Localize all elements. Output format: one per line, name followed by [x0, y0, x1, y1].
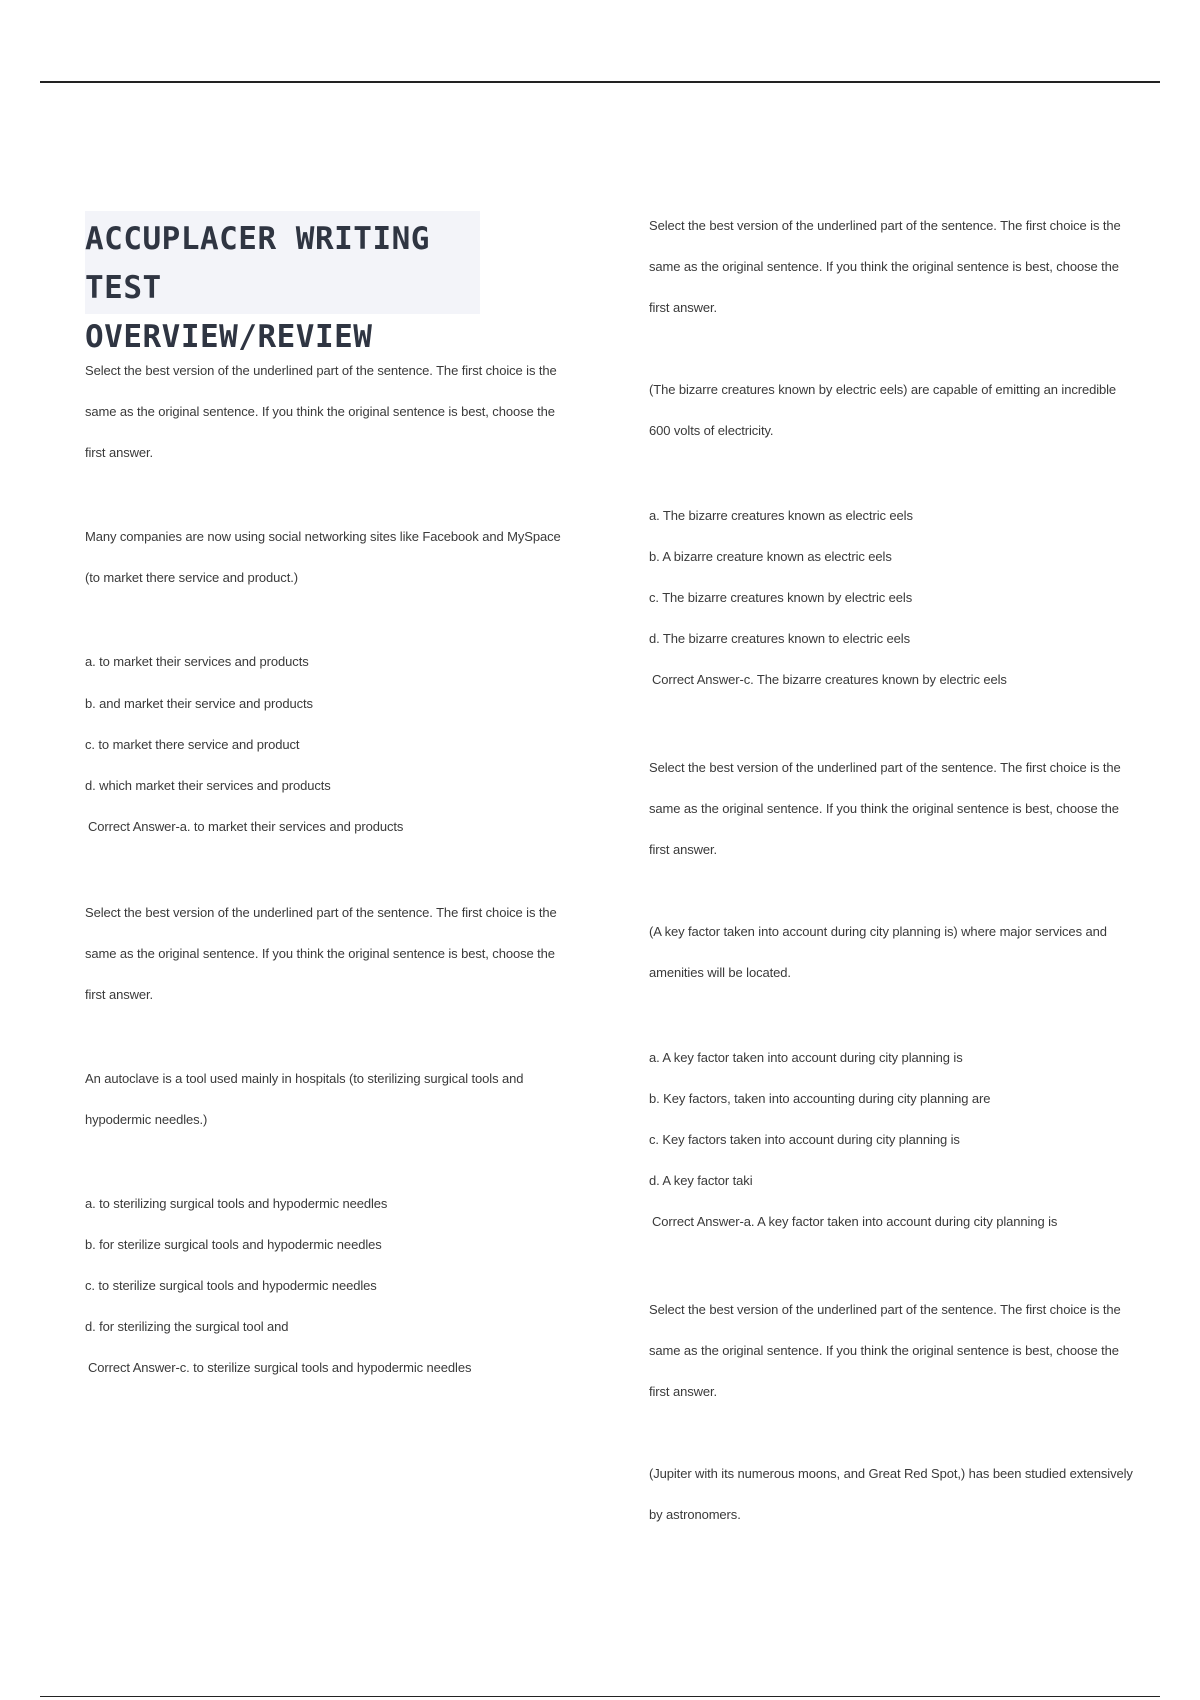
title-line-1: ACCUPLACER WRITING TEST — [85, 221, 430, 306]
q5-instruction-line-3: first answer. — [649, 1384, 718, 1399]
q1-option-b: b. and market their service and products — [85, 696, 313, 711]
q2-correct-answer: Correct Answer-c. to sterilize surgical tools and hypodermic needles — [88, 1360, 472, 1375]
q4-option-c: c. Key factors taken into account during city planning is — [649, 1132, 960, 1147]
q3-correct-answer: Correct Answer-c. The bizarre creatures known by electric eels — [652, 672, 1007, 687]
q5-instruction-line-1: Select the best version of the underlined part of the sentence. The first choice is the — [649, 1302, 1121, 1317]
q1-option-c: c. to market there service and product — [85, 737, 300, 752]
q4-instruction-line-1: Select the best version of the underlined part of the sentence. The first choice is the — [649, 760, 1121, 775]
q2-sentence-line-2: hypodermic needles.) — [85, 1112, 208, 1127]
title-line-2: OVERVIEW/REVIEW — [85, 319, 373, 355]
q4-options — [649, 1037, 1057, 1242]
q3-sentence-line-1: (The bizarre creatures known by electric eels) are capable of emitting an incredible — [649, 382, 1117, 397]
q2-instruction-line-3: first answer. — [85, 987, 154, 1002]
q2-sentence — [85, 1058, 523, 1140]
q1-instruction-line-3: first answer. — [85, 445, 154, 460]
q1-instruction — [85, 350, 557, 473]
q4-option-b: b. Key factors, taken into accounting during city planning are — [649, 1091, 991, 1106]
q4-sentence-line-2: amenities will be located. — [649, 965, 791, 980]
q1-option-a: a. to market their services and products — [85, 654, 309, 669]
footer-rule — [40, 1696, 1160, 1697]
q4-option-d: d. A key factor taki — [649, 1173, 753, 1188]
q3-instruction-line-1: Select the best version of the underlined part of the sentence. The first choice is the — [649, 218, 1121, 233]
q2-options — [85, 1183, 471, 1388]
title-box — [85, 211, 480, 355]
q5-instruction — [649, 1289, 1121, 1412]
q1-option-d: d. which market their services and products — [85, 778, 331, 793]
document-title — [85, 211, 480, 362]
q4-instruction-line-3: first answer. — [649, 842, 718, 857]
q3-sentence-line-2: 600 volts of electricity. — [649, 423, 774, 438]
q3-instruction-line-2: same as the original sentence. If you think the original sentence is best, choose the — [649, 259, 1119, 274]
q4-instruction — [649, 747, 1121, 870]
q2-sentence-line-1: An autoclave is a tool used mainly in hospitals (to sterilizing surgical tools and — [85, 1071, 524, 1086]
q3-option-a: a. The bizarre creatures known as electric eels — [649, 508, 913, 523]
q1-instruction-line-1: Select the best version of the underlined part of the sentence. The first choice is the — [85, 363, 557, 378]
q3-sentence — [649, 369, 1116, 451]
q1-sentence — [85, 516, 561, 598]
q2-option-d: d. for sterilizing the surgical tool and — [85, 1319, 289, 1334]
q5-sentence-line-1: (Jupiter with its numerous moons, and Great Red Spot,) has been studied extensively — [649, 1466, 1133, 1481]
q2-option-a: a. to sterilizing surgical tools and hypodermic needles — [85, 1196, 388, 1211]
q3-option-b: b. A bizarre creature known as electric eels — [649, 549, 892, 564]
q5-sentence-line-2: by astronomers. — [649, 1507, 741, 1522]
q1-instruction-line-2: same as the original sentence. If you think the original sentence is best, choose the — [85, 404, 555, 419]
q1-options — [85, 641, 403, 847]
q3-instruction-line-3: first answer. — [649, 300, 718, 315]
q1-sentence-line-1: Many companies are now using social networking sites like Facebook and MySpace — [85, 529, 561, 544]
q4-sentence-line-1: (A key factor taken into account during city planning is) where major services and — [649, 924, 1107, 939]
q3-instruction — [649, 205, 1121, 328]
q2-instruction-line-2: same as the original sentence. If you think the original sentence is best, choose the — [85, 946, 555, 961]
q3-option-d: d. The bizarre creatures known to electric eels — [649, 631, 910, 646]
q3-option-c: c. The bizarre creatures known by electric eels — [649, 590, 913, 605]
q2-instruction — [85, 892, 557, 1015]
q3-options — [649, 495, 1007, 700]
q5-instruction-line-2: same as the original sentence. If you think the original sentence is best, choose the — [649, 1343, 1119, 1358]
q1-correct-answer: Correct Answer-a. to market their services and products — [88, 819, 404, 834]
q4-sentence — [649, 911, 1107, 993]
q2-instruction-line-1: Select the best version of the underlined part of the sentence. The first choice is the — [85, 905, 557, 920]
q4-correct-answer: Correct Answer-a. A key factor taken into account during city planning is — [652, 1214, 1058, 1229]
q2-option-c: c. to sterilize surgical tools and hypodermic needles — [85, 1278, 377, 1293]
q2-option-b: b. for sterilize surgical tools and hypodermic needles — [85, 1237, 382, 1252]
q4-option-a: a. A key factor taken into account during city planning is — [649, 1050, 963, 1065]
q1-sentence-line-2: (to market there service and product.) — [85, 570, 298, 585]
q5-sentence — [649, 1453, 1133, 1535]
q4-instruction-line-2: same as the original sentence. If you think the original sentence is best, choose the — [649, 801, 1119, 816]
header-rule — [40, 81, 1160, 83]
